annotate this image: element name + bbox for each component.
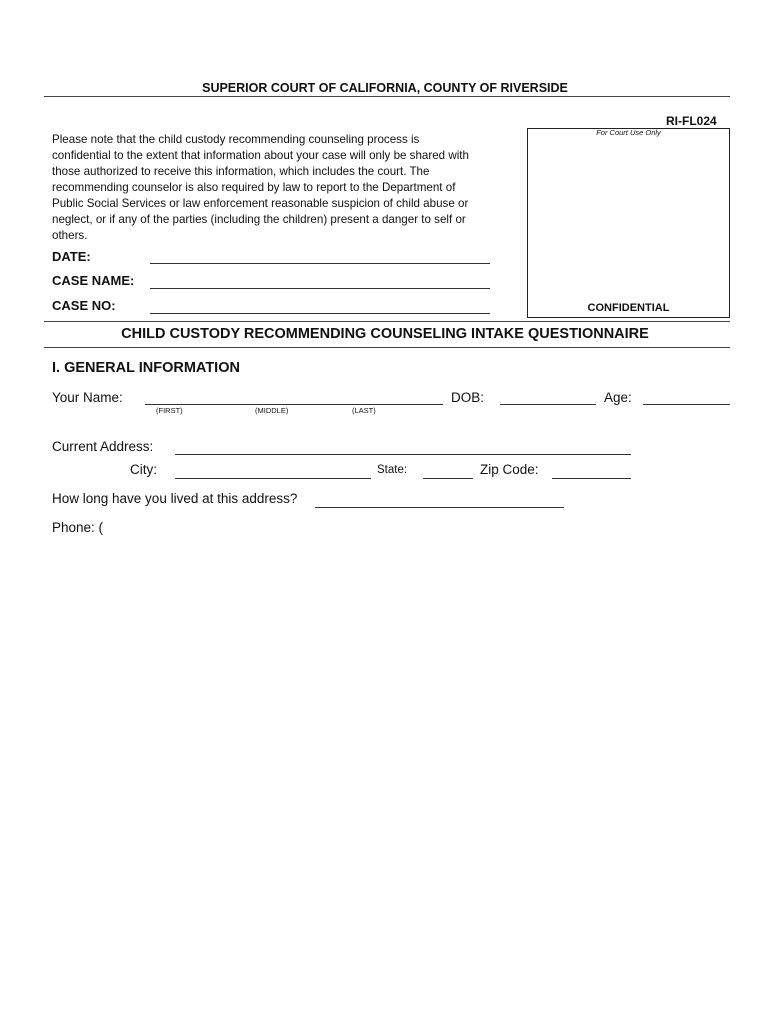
your-name-field[interactable] [145,404,443,405]
case-rule [44,321,730,322]
court-use-box [527,128,730,318]
zip-code-field[interactable] [552,478,631,479]
form-title: CHILD CUSTODY RECOMMENDING COUNSELING INTAKE QUESTIONNAIRE [121,326,649,342]
confidential-label: CONFIDENTIAL [587,302,670,314]
current-address-label: Current Address: [52,439,154,454]
notice-line: Please note that the child custody recommending counseling process is [52,133,420,146]
case-name-label: CASE NAME: [52,273,135,288]
form-number: RI-FL024 [666,114,717,128]
notice-line: confidential to the extent that information about your case will only be shared with [52,149,469,162]
city-field[interactable] [175,478,371,479]
notice-line: Public Social Services or law enforcement reasonable suspicion of child abuse or [52,197,469,210]
notice-line: recommending counselor is also required by law to report to the Department of [52,181,456,194]
section-title-general: I. GENERAL INFORMATION [52,360,240,376]
court-title: SUPERIOR COURT OF CALIFORNIA, COUNTY OF RIVERSIDE [202,81,568,95]
age-label: Age: [604,390,632,405]
title-rule [44,347,730,348]
your-name-label: Your Name: [52,390,123,405]
age-field[interactable] [643,404,730,405]
middle-name-caption: (MIDDLE) [255,406,289,415]
dob-label: DOB: [451,390,485,405]
notice-line: neglect, or if any of the parties (including the children) present a danger to self or [52,213,466,226]
header-rule [44,96,730,97]
dob-field[interactable] [500,404,596,405]
confidentiality-notice [52,132,512,244]
city-label: City: [130,462,157,477]
residence-duration-field[interactable] [315,507,564,508]
case-name-field[interactable] [150,288,490,289]
last-name-caption: (LAST) [352,406,376,415]
notice-line: others. [52,229,88,242]
first-name-caption: (FIRST) [156,406,183,415]
current-address-field[interactable] [175,454,631,455]
residence-duration-label: How long have you lived at this address? [52,491,298,506]
court-use-label: For Court Use Only [596,128,661,137]
state-field[interactable] [423,478,473,479]
date-label: DATE: [52,249,91,264]
phone-label: Phone: ( [52,520,104,535]
case-no-label: CASE NO: [52,298,116,313]
notice-line: those authorized to receive this information, which includes the court. The [52,165,430,178]
state-label: State: [377,464,408,476]
case-no-field[interactable] [150,313,490,314]
zip-code-label: Zip Code: [480,462,539,477]
date-field[interactable] [150,263,490,264]
